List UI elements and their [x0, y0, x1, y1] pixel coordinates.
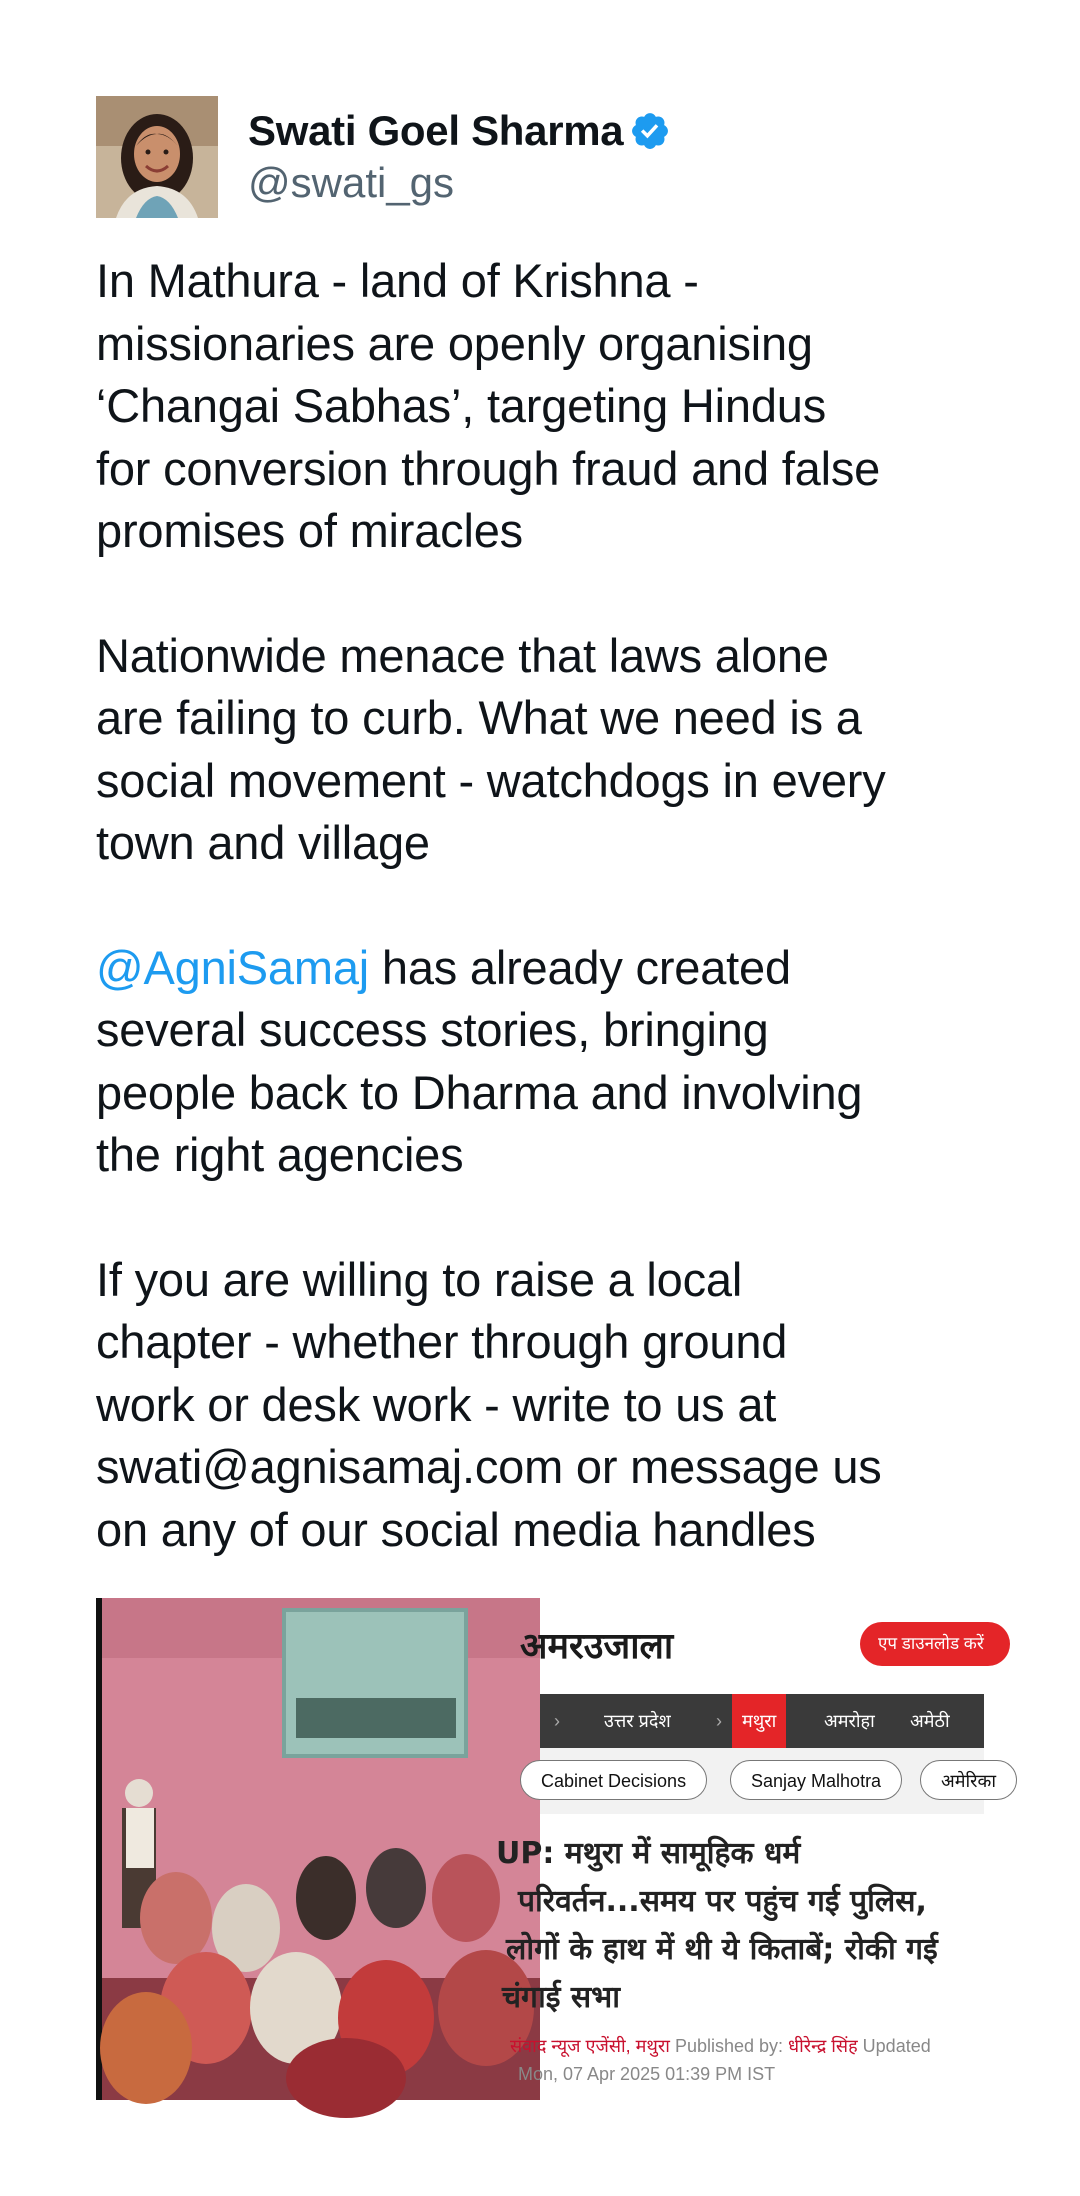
avatar[interactable]: [96, 96, 218, 218]
nav-separator: ›: [554, 1711, 560, 1731]
headline-line: UP: मथुरा में सामूहिक धर्म: [496, 1836, 801, 1871]
byline-date: Mon, 07 Apr 2025 01:39 PM IST: [518, 2064, 776, 2084]
news-byline: [510, 2032, 984, 2088]
nav-item-active: मथुरा: [732, 1694, 786, 1748]
meeting-photo-icon: [96, 1598, 540, 2100]
byline-publisher: धीरेन्द्र सिंह: [788, 2036, 858, 2056]
chip: अमेरिका: [920, 1760, 1017, 1800]
nav-item: अमरोहा: [824, 1711, 875, 1731]
media-image-2[interactable]: [496, 1598, 997, 2100]
author-names: [248, 105, 671, 209]
headline-line: चंगाई सभा: [502, 1980, 621, 2015]
byline-published-label: Published by:: [674, 2036, 784, 2056]
news-masthead: अमरउजाला: [520, 1625, 674, 1667]
tweet-paragraph-2: Nationwide menace that laws alone are failing to curb. What we need is a social movement - watchdogs in every town and village: [96, 628, 886, 869]
profile-photo-icon: [96, 96, 218, 218]
tweet-paragraph-4: If you are willing to raise a local chapter - whether through ground work or desk work - write to us at swati@agnisamaj.com or message us on any of our social media handles: [96, 1252, 882, 1556]
media-grid: [96, 1598, 997, 2100]
tweet-paragraph-1: In Mathura - land of Krishna - missionaries are openly organising ‘Changai Sabhas’, targeting Hindus for conversion through fraud and false promises of miracles: [96, 254, 881, 557]
news-chips: [540, 1748, 997, 1814]
news-headline: [496, 1830, 970, 2022]
tweet-paragraph-3-text: has already created several success stories, bringing people back to Dharma and involving the right agencies: [96, 940, 863, 1181]
chip: Sanjay Malhotra: [730, 1760, 902, 1800]
media-image-1[interactable]: [96, 1598, 540, 2100]
headline-line: लोगों के हाथ में थी ये किताबें; रोकी गई: [506, 1932, 938, 1967]
byline-updated-label: Updated: [862, 2036, 931, 2056]
nav-separator: ›: [716, 1711, 722, 1731]
byline-agency: संवाद न्यूज एजेंसी, मथुरा: [510, 2036, 670, 2056]
display-name[interactable]: Swati Goel Sharma: [248, 107, 624, 154]
app-download-button: एप डाउनलोड करें: [860, 1622, 1010, 1666]
nav-item: अमेठी: [910, 1711, 950, 1731]
nav-item: उत्तर प्रदेश: [604, 1711, 671, 1731]
tweet-header: [96, 96, 984, 218]
tweet-paragraph-3: [96, 937, 984, 1187]
headline-line: परिवर्तन...समय पर पहुंच गई पुलिस,: [518, 1884, 927, 1919]
tweet: [96, 96, 984, 1561]
mention-link[interactable]: @AgniSamaj: [96, 940, 370, 994]
verified-badge-icon: [629, 110, 671, 152]
news-navbar: [540, 1694, 984, 1748]
chip: Cabinet Decisions: [520, 1760, 707, 1800]
tweet-text: [96, 250, 984, 1561]
handle[interactable]: @swati_gs: [248, 159, 455, 206]
